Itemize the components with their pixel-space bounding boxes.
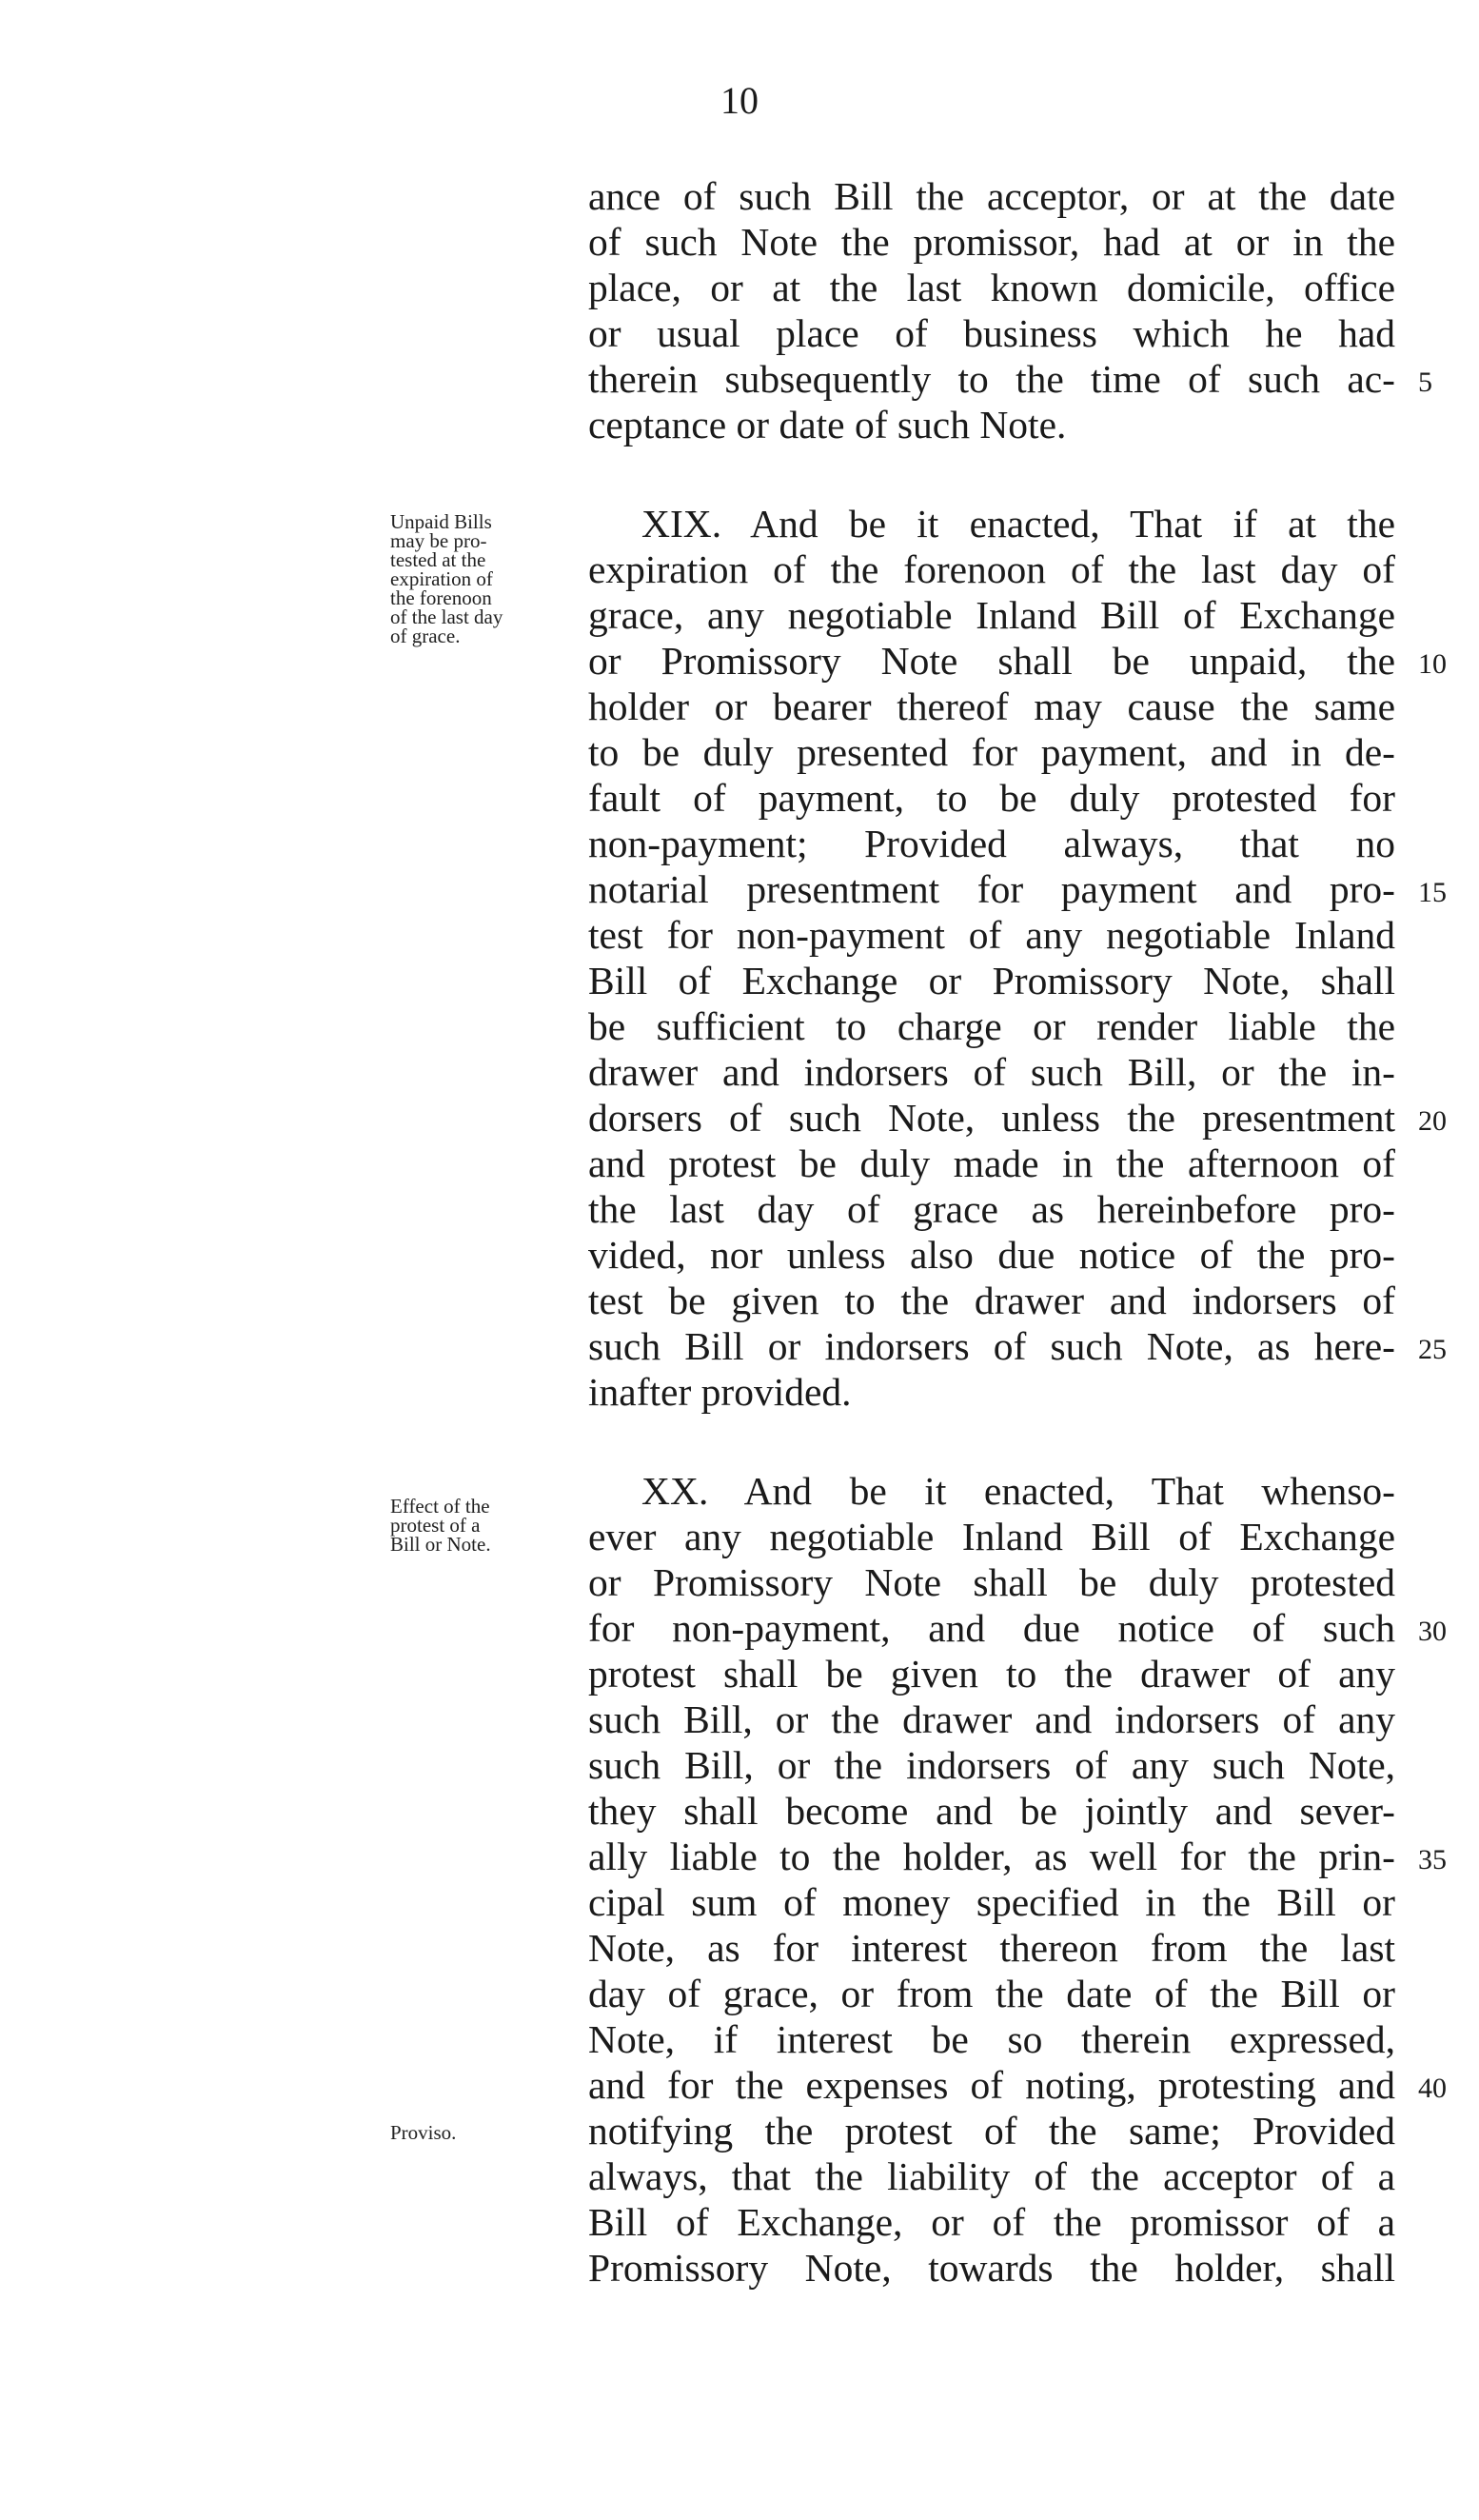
body-line: grace, any negotiable Inland Bill of Exchange [588, 593, 1395, 637]
body-line: ever any negotiable Inland Bill of Exchange [588, 1515, 1395, 1558]
body-line: of such Note the promissor, had at or in the [588, 220, 1395, 264]
body-line: Bill of Exchange or Promissory Note, shall [588, 959, 1395, 1002]
body-line: ceptance or date of such Note. [588, 403, 1067, 446]
body-line: vided, nor unless also due notice of the pro- [588, 1233, 1395, 1277]
margin-note-line: tested at the [390, 548, 486, 571]
body-line: such Bill, or the indorsers of any such Note, [588, 1743, 1395, 1787]
body-line: or Promissory Note shall be unpaid, the [588, 639, 1395, 683]
body-line: and protest be duly made in the afternoon of [588, 1141, 1395, 1185]
body-line: drawer and indorsers of such Bill, or the in- [588, 1050, 1395, 1094]
body-line: always, that the liability of the acceptor of a [588, 2154, 1395, 2198]
body-line: non-payment; Provided always, that no [588, 822, 1395, 865]
body-line: notarial presentment for payment and pro- [588, 867, 1395, 911]
page-number: 10 [720, 79, 759, 122]
line-number: 15 [1418, 877, 1447, 908]
body-line: ance of such Bill the acceptor, or at the date [588, 174, 1395, 218]
line-number: 40 [1418, 2073, 1447, 2104]
section-heading-line: XX. And be it enacted, That whenso- [641, 1469, 1395, 1513]
margin-note-line: Effect of the [390, 1495, 490, 1518]
body-line: Bill of Exchange, or of the promissor of a [588, 2200, 1395, 2244]
line-number: 35 [1418, 1844, 1447, 1875]
line-number: 30 [1418, 1616, 1447, 1647]
body-line: day of grace, or from the date of the Bill or [588, 1972, 1395, 2015]
body-line: expiration of the forenoon of the last day of [588, 547, 1395, 591]
body-line: such Bill or indorsers of such Note, as here- [588, 1324, 1395, 1368]
margin-note-line: protest of a [390, 1514, 481, 1537]
body-line: Promissory Note, towards the holder, shall [588, 2246, 1395, 2290]
body-line: and for the expenses of noting, protesting and [588, 2063, 1395, 2107]
body-line: such Bill, or the drawer and indorsers of any [588, 1697, 1395, 1741]
body-line: test for non-payment of any negotiable Inland [588, 913, 1395, 957]
section-heading-line: XIX. And be it enacted, That if at the [641, 502, 1395, 546]
body-line: to be duly presented for payment, and in de- [588, 730, 1395, 774]
body-line: the last day of grace as hereinbefore pro- [588, 1187, 1395, 1231]
margin-note-line: Bill or Note. [390, 1533, 491, 1556]
line-number: 20 [1418, 1105, 1447, 1137]
body-line: ally liable to the holder, as well for the prin- [588, 1835, 1395, 1878]
body-line: be sufficient to charge or render liable the [588, 1004, 1395, 1048]
body-line: inafter provided. [588, 1370, 852, 1414]
margin-note-line: Proviso. [390, 2121, 457, 2144]
body-line: they shall become and be jointly and sever- [588, 1789, 1395, 1833]
body-line: protest shall be given to the drawer of any [588, 1652, 1395, 1696]
body-line: notifying the protest of the same; Provided [588, 2109, 1395, 2153]
body-line: dorsers of such Note, unless the presentment [588, 1096, 1395, 1140]
body-line: Note, as for interest thereon from the last [588, 1926, 1395, 1970]
body-line: or usual place of business which he had [588, 311, 1395, 355]
body-line: cipal sum of money specified in the Bill or [588, 1880, 1395, 1924]
body-line: or Promissory Note shall be duly protested [588, 1560, 1395, 1604]
line-number: 25 [1418, 1334, 1447, 1365]
margin-note-line: of grace. [390, 625, 461, 647]
body-line: fault of payment, to be duly protested for [588, 776, 1395, 820]
line-number: 5 [1418, 367, 1432, 398]
body-line: for non-payment, and due notice of such [588, 1606, 1395, 1650]
line-number: 10 [1418, 648, 1447, 680]
body-line: therein subsequently to the time of such ac- [588, 357, 1395, 401]
margin-note-line: the forenoon [390, 586, 492, 609]
body-line: place, or at the last known domicile, office [588, 266, 1395, 309]
body-line: test be given to the drawer and indorsers of [588, 1279, 1395, 1322]
margin-note-line: of the last day [390, 605, 503, 628]
body-line: Note, if interest be so therein expressed, [588, 2017, 1395, 2061]
body-line: holder or bearer thereof may cause the same [588, 685, 1395, 728]
margin-note-line: Unpaid Bills [390, 510, 492, 533]
margin-note-line: may be pro- [390, 529, 487, 552]
margin-note-line: expiration of [390, 567, 493, 590]
